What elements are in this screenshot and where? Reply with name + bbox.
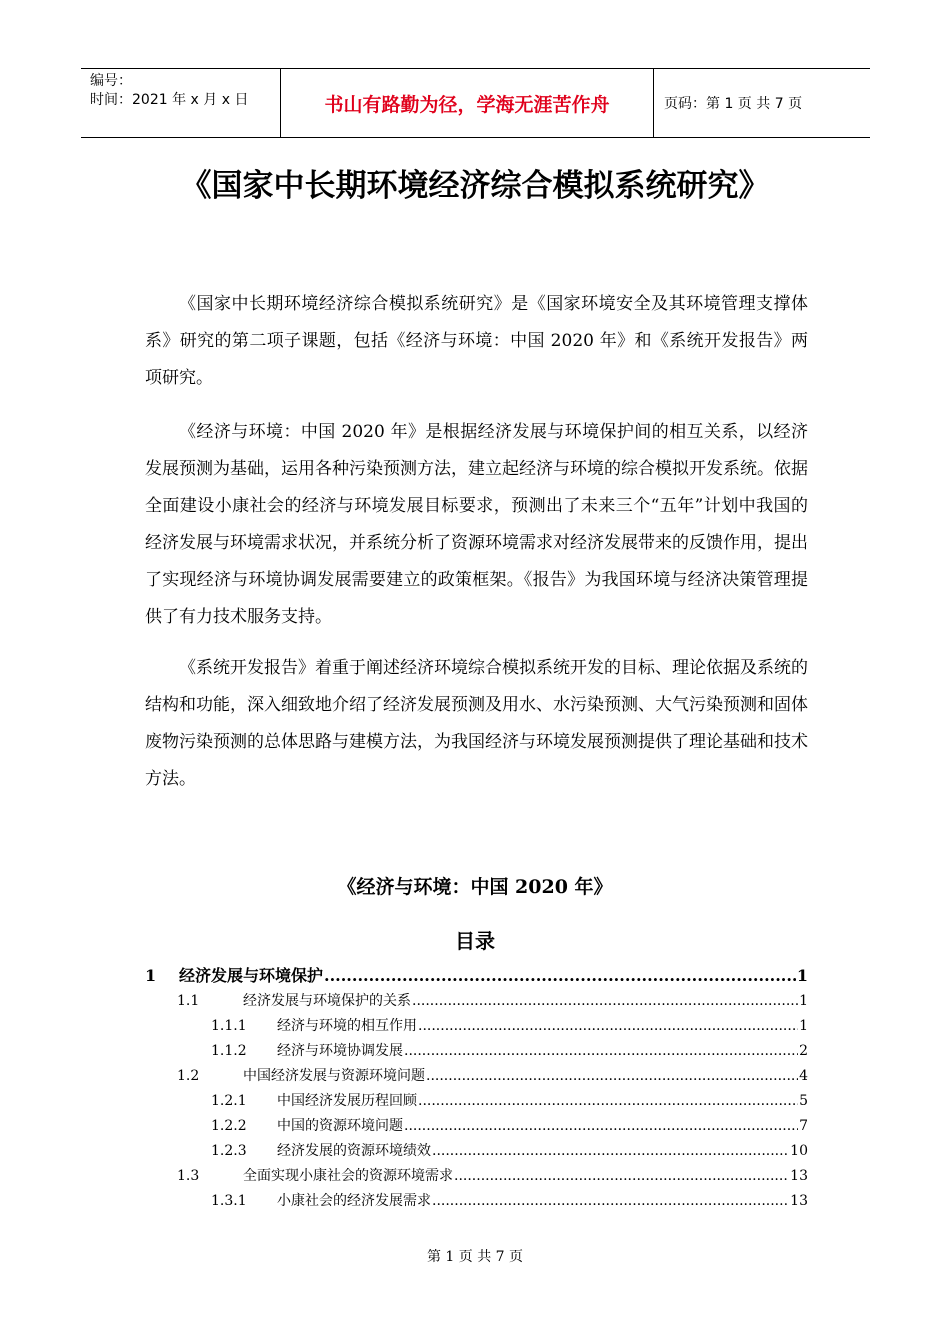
toc-entry-number: 1.1.2 (211, 1043, 247, 1059)
toc-leader-dots (404, 1118, 798, 1134)
header-meta-cell (81, 69, 281, 137)
toc-entry-text: 中国经济发展与资源环境问题 (243, 1068, 425, 1084)
toc-entry[interactable] (145, 963, 808, 990)
header-slogan: 书山有路勤为径，学海无涯苦作舟 (281, 69, 654, 137)
toc-entry-page: 13 (790, 1193, 808, 1209)
number-label: 编号： (90, 73, 132, 89)
toc-entry[interactable] (145, 1065, 808, 1090)
toc-entry-text: 经济发展与环境保护 (179, 966, 324, 985)
toc-entry-number: 1.3 (177, 1168, 200, 1184)
toc-entry[interactable] (145, 1140, 808, 1165)
toc-entry-page: 1 (799, 1018, 808, 1034)
toc-leader-dots (412, 993, 798, 1009)
toc-entry-text: 经济发展的资源环境绩效 (277, 1143, 431, 1159)
paragraph-system-report: 《系统开发报告》着重于阐述经济环境综合模拟系统开发的目标、理论依据及系统的结构和功能，深入细致地介绍了经济发展预测及用水、水污染预测、大气污染预测和固体废物污染预测的总体思路与建模方法，为我国经济与环境发展预测提供了理论基础和技术方法。 (145, 658, 808, 789)
toc-heading: 目录 (455, 929, 495, 953)
toc-entry-text: 经济与环境的相互作用 (277, 1018, 417, 1034)
toc-entry-number: 1.3.1 (211, 1193, 247, 1209)
toc-entry-text: 全面实现小康社会的资源环境需求 (243, 1168, 453, 1184)
toc-entry-page: 10 (790, 1143, 808, 1159)
toc-entry-text: 小康社会的经济发展需求 (277, 1193, 431, 1209)
toc-entry-number: 1.2.3 (211, 1143, 247, 1159)
toc-entry-page: 2 (799, 1043, 808, 1059)
toc-entry-page: 1 (799, 993, 808, 1009)
header-page-info: 页码：第 1 页 共 7 页 (664, 96, 803, 112)
page-footer: 第 1 页 共 7 页 (426, 1249, 524, 1265)
toc-entry-number: 1.2.1 (211, 1093, 247, 1109)
toc-leader-dots (432, 1193, 789, 1209)
toc-entry[interactable] (145, 1190, 808, 1215)
toc-leader-dots (418, 1018, 798, 1034)
header-table (81, 68, 870, 138)
toc-entry-number: 1.2.2 (211, 1118, 247, 1134)
toc-entry[interactable] (145, 1165, 808, 1190)
toc-entry[interactable] (145, 1015, 808, 1040)
toc-entry[interactable] (145, 1090, 808, 1115)
toc-entry-text: 经济与环境协调发展 (277, 1043, 403, 1059)
toc-leader-dots (404, 1043, 798, 1059)
toc-leader-dots (432, 1143, 789, 1159)
toc-entry-number: 1.1.1 (211, 1018, 247, 1034)
toc-entry-number: 1.1 (177, 993, 200, 1009)
toc-entry-text: 中国经济发展历程回顾 (277, 1093, 417, 1109)
document-title: 《国家中长期环境经济综合模拟系统研究》 (180, 168, 770, 204)
toc-entry-text: 经济发展与环境保护的关系 (243, 993, 411, 1009)
toc-leader-dots (426, 1068, 798, 1084)
paragraph-intro: 《国家中长期环境经济综合模拟系统研究》是《国家环境安全及其环境管理支撑体系》研究的第二项子课题，包括《经济与环境：中国 2020 年》和《系统开发报告》两项研究。 (145, 294, 808, 388)
section-subtitle: 《经济与环境：中国 2020 年》 (337, 876, 613, 898)
toc-entry-text: 中国的资源环境问题 (277, 1118, 403, 1134)
toc-leader-dots (454, 1168, 789, 1184)
toc-leader-dots (418, 1093, 798, 1109)
toc-entry[interactable] (145, 990, 808, 1015)
toc-entry-number: 1 (145, 966, 157, 985)
toc-entry[interactable] (145, 1115, 808, 1140)
time-label: 时间：2021 年 x 月 x 日 (90, 92, 249, 108)
toc-entry-page: 4 (799, 1068, 808, 1084)
toc-entry-page: 7 (799, 1118, 808, 1134)
paragraph-economy-environment: 《经济与环境：中国 2020 年》是根据经济发展与环境保护间的相互关系，以经济发展预测为基础，运用各种污染预测方法，建立起经济与环境的综合模拟开发系统。依据全面建设小康社会的经济与环境发展目标要求，预测出了未来三个“五年”计划中我国的经济发展与环境需求状况，并系统分析了资源环境需求对经济发展带来的反馈作用，提出了实现经济与环境协调发展需要建立的政策框架。《报告》为我国环境与经济决策管理提供了有力技术服务支持。 (145, 422, 808, 627)
toc-entry[interactable] (145, 1040, 808, 1065)
toc-entry-page: 1 (796, 966, 808, 985)
toc-leader-dots (324, 966, 796, 985)
table-of-contents (145, 963, 808, 1215)
toc-entry-page: 13 (790, 1168, 808, 1184)
toc-entry-number: 1.2 (177, 1068, 200, 1084)
toc-entry-page: 5 (799, 1093, 808, 1109)
